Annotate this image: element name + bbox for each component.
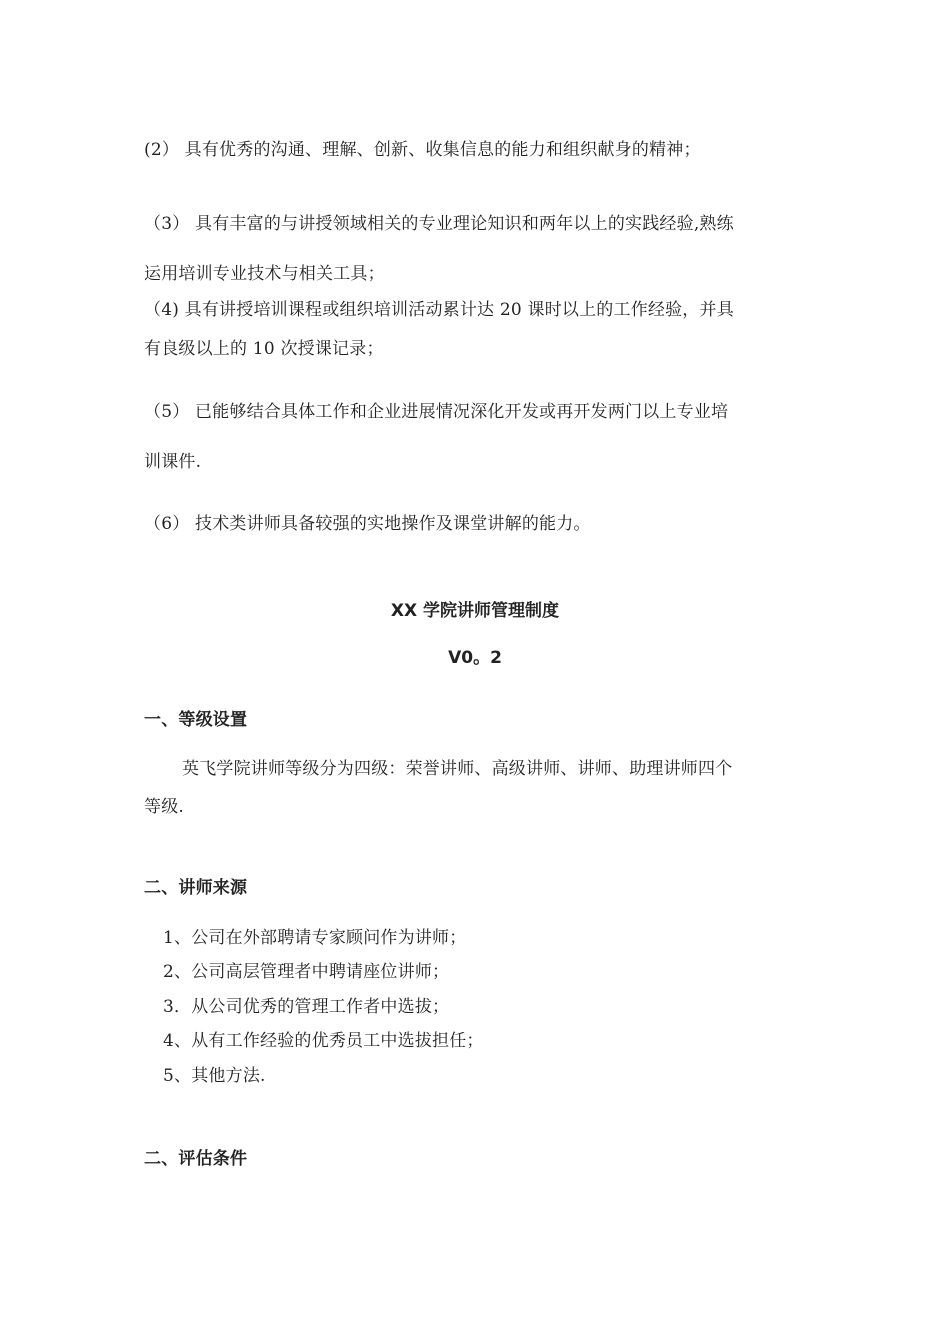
levels-paragraph-line-1: 英飞学院讲师等级分为四级：荣誉讲师、高级讲师、讲师、助理讲师四个: [182, 759, 733, 779]
requirement-item-5-line-2: 训课件.: [144, 452, 202, 472]
list-item: 2、公司高层管理者中聘请座位讲师；: [163, 962, 450, 982]
levels-paragraph-line-2: 等级.: [144, 797, 185, 817]
requirement-item-4-line-1: （4) 具有讲授培训课程或组织培训活动累计达 20 课时以上的工作经验，并具: [144, 300, 734, 320]
document-title: XX 学院讲师管理制度: [390, 601, 560, 621]
requirement-item-3-line-2: 运用培训专业技术与相关工具；: [144, 264, 385, 284]
requirement-item-2: (2） 具有优秀的沟通、理解、创新、收集信息的能力和组织献身的精神；: [144, 140, 701, 160]
section-heading-levels: 一、等级设置: [144, 710, 248, 730]
section-heading-evaluation: 二、评估条件: [144, 1149, 248, 1169]
list-item: 4、从有工作经验的优秀员工中选拔担任；: [163, 1031, 484, 1051]
requirement-item-3-line-1: （3） 具有丰富的与讲授领域相关的专业理论知识和两年以上的实践经验,熟练: [144, 214, 734, 234]
list-item: 3．从公司优秀的管理工作者中选拔；: [163, 997, 450, 1017]
requirement-item-5-line-1: （5） 已能够结合具体工作和企业进展情况深化开发或再开发两门以上专业培: [144, 402, 729, 422]
document-version: V0。2: [448, 648, 502, 668]
list-item: 1、公司在外部聘请专家顾问作为讲师；: [163, 928, 467, 948]
section-heading-sources: 二、讲师来源: [144, 878, 248, 898]
requirement-item-6: （6） 技术类讲师具备较强的实地操作及课堂讲解的能力。: [144, 514, 591, 534]
list-item: 5、其他方法.: [163, 1066, 266, 1086]
requirement-item-4-line-2: 有良级以上的 10 次授课记录；: [144, 339, 384, 359]
